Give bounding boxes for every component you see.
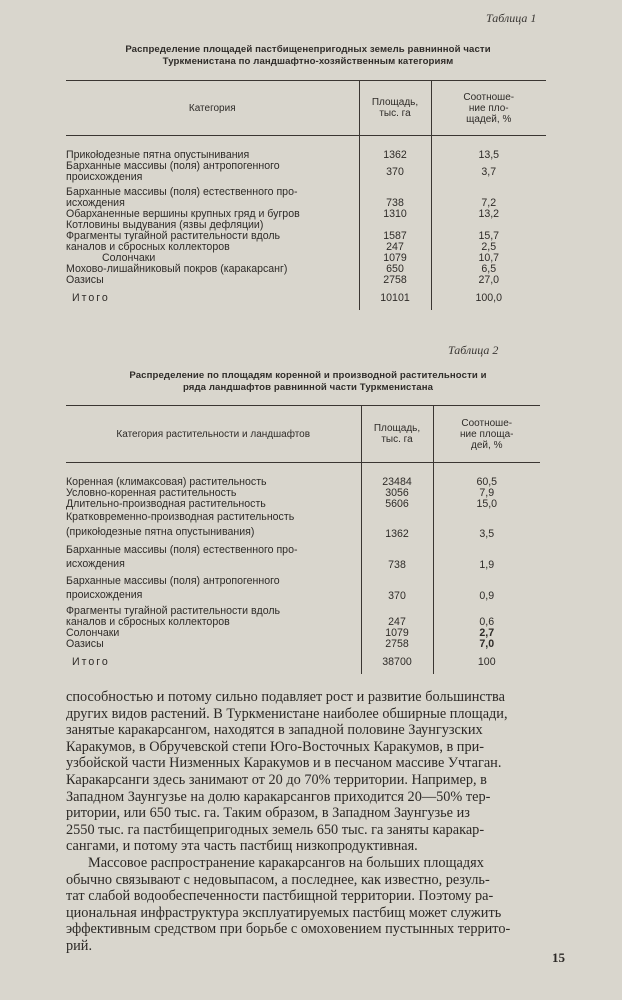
row-area: 370: [359, 161, 431, 183]
table-row: [66, 639, 540, 650]
table2: [66, 405, 540, 674]
table1-caption: [58, 44, 558, 68]
table2-caption-line1: Распределение по площадям коренной и производной растительности и: [129, 370, 487, 381]
table-row: [66, 183, 546, 209]
text-line: обычно связывают с недовыпасом, а последнее, как известно, резуль-: [66, 871, 490, 888]
row-ratio: 3,5: [433, 510, 540, 540]
table-row: [66, 499, 540, 510]
text-line: Массовое распространение каракарсангов на больших площадях: [88, 854, 484, 871]
text-line: других видов растений. В Туркменистане наиболее обширные площади,: [66, 705, 508, 722]
row-category-line1: Фрагменты тугайной растительности вдоль: [66, 605, 281, 617]
row-category: Фрагменты тугайной растительности вдоль: [66, 230, 281, 242]
table-row: [66, 275, 546, 286]
row-category: [66, 571, 361, 602]
row-area: 2758: [359, 275, 431, 286]
table1: [66, 80, 546, 310]
text-line: рий.: [66, 937, 93, 954]
table2-header-area: [361, 406, 433, 463]
row-ratio: 6,5: [431, 264, 546, 275]
table1-caption-line2: Туркменистана по ландшафтно-хозяйственным категориям: [162, 56, 454, 67]
table2-header-category: Категория растительности и ландшафтов: [66, 406, 361, 463]
row-category-line2: происхождения: [66, 171, 143, 183]
text-line: тат слабой водообеспеченности пастбищной территории. Поэтому ра-: [66, 888, 494, 905]
row-ratio: 2,5: [431, 242, 546, 253]
row-category: Коренная (климаксовая) растительность: [66, 476, 267, 488]
text-line: Каракарсанги здесь занимают от 20 до 70% территории. Например, в: [66, 771, 487, 788]
row-category: Условно-коренная растительность: [66, 487, 237, 499]
body-text: [66, 689, 564, 955]
table1-header-area-line1: Площадь,: [371, 97, 419, 108]
row-category: Оазисы: [66, 638, 104, 650]
table2-header-ratio-line2: ние площа-: [460, 428, 514, 440]
row-area: 738: [359, 183, 431, 209]
row-category: Длительно-производная растительность: [66, 498, 266, 510]
row-category-line2: каналов и сбросных коллекторов: [66, 616, 230, 628]
table1-header-ratio-line3: щадей, %: [466, 113, 512, 125]
row-category: Обарханенные вершины крупных гряд и бугров: [66, 208, 300, 220]
row-ratio: 7,2: [431, 183, 546, 209]
row-category: [66, 602, 361, 628]
table-row: [66, 571, 540, 602]
text-line: способностью и потому сильно подавляет рост и развитие большинства: [66, 689, 505, 705]
row-category: Котловины выдувания (язвы дефляции): [66, 219, 264, 231]
row-category: [66, 183, 359, 209]
row-category-line1: Барханные массивы (поля) естественного про-: [66, 186, 298, 198]
row-area: 1310: [359, 209, 431, 220]
table-row: [66, 540, 540, 571]
row-category: Итого: [72, 291, 110, 304]
row-area: 738: [361, 540, 433, 571]
table1-header-ratio-line2: ние пло-: [468, 102, 509, 114]
row-ratio: 0,6: [433, 602, 540, 628]
row-category: Прикołодезные пятна опустынивания: [66, 149, 250, 161]
row-category: Солончаки: [102, 252, 156, 264]
row-ratio: 13,5: [431, 150, 546, 161]
row-category-line2: происхождения: [66, 589, 143, 601]
table-row: [66, 264, 546, 275]
row-ratio: 100,0: [431, 286, 546, 310]
row-category: Мохово-лишайниковый покров (каракарсанг): [66, 263, 288, 275]
row-area: 1079: [361, 628, 433, 639]
table-row-total: [66, 650, 540, 674]
row-category: [66, 540, 361, 571]
row-category-line1: Кратковременно-производная растительность: [66, 511, 295, 523]
row-area: 10101: [359, 286, 431, 310]
row-area: 1587: [359, 231, 431, 242]
row-category-line2: исхождения: [66, 197, 125, 209]
page-number: 15: [552, 950, 565, 965]
row-ratio: 13,2: [431, 209, 546, 220]
text-line: циональная инфраструктура эксплуатируемых пастбищ может служить: [66, 904, 502, 921]
table1-header-area: [359, 81, 431, 136]
row-area: 3056: [361, 488, 433, 499]
row-area: 23484: [361, 477, 433, 488]
row-ratio: 7,9: [433, 488, 540, 499]
table-row: [66, 628, 540, 639]
row-category: [66, 510, 361, 540]
table1-header-ratio-line1: Соотноше-: [463, 91, 515, 103]
row-ratio: 100: [433, 650, 540, 674]
table2-header-area-line2: тыс. га: [381, 434, 413, 445]
row-ratio: 15,0: [433, 499, 540, 510]
row-category-line2: (прикołодезные пятна опустынивания): [66, 526, 255, 538]
row-ratio: 10,7: [431, 253, 546, 264]
row-area: 370: [361, 571, 433, 602]
table1-label: Таблица 1: [486, 11, 537, 25]
row-area: 2758: [361, 639, 433, 650]
text-line: Каракумов, в Обручевской степи Юго-Восточных Каракумов, в при-: [66, 738, 485, 755]
table1-caption-line1: Распределение площадей пастбищенепригодных земель равнинной части: [125, 44, 491, 55]
table2-caption: [58, 370, 558, 394]
row-area: 38700: [361, 650, 433, 674]
row-category: Итого: [72, 655, 110, 668]
row-category: каналов и сбросных коллекторов: [66, 241, 230, 253]
table2-header-ratio-line1: Соотноше-: [461, 417, 513, 429]
text-line: сангами, и потому эта часть пастбищ низкопродуктивная.: [66, 838, 418, 855]
row-category-line1: Барханные массивы (поля) естественного про-: [66, 544, 298, 556]
row-ratio: 0,9: [433, 571, 540, 602]
row-category-line1: Барханные массивы (поля) антропогенного: [66, 575, 280, 587]
row-area: 247: [359, 242, 431, 253]
row-area: 650: [359, 264, 431, 275]
text-line: ритории, или 650 тыс. га. Таким образом, в Западном Заунгузье из: [66, 805, 470, 822]
row-ratio: 1,9: [433, 540, 540, 571]
table2-header-ratio: [433, 406, 540, 463]
row-area: 1362: [359, 150, 431, 161]
row-ratio: 3,7: [431, 161, 546, 183]
text-line: Западном Заунгузье на долю каракарсангов приходится 20—50% тер-: [66, 788, 491, 805]
row-category-line2: исхождения: [66, 558, 125, 570]
row-category: Оазисы: [66, 274, 104, 286]
table2-header-ratio-line3: дей, %: [471, 439, 503, 451]
text-line: эффективным средством при борьбе с омохoвением пустынных террито-: [66, 921, 511, 938]
table2-label: Таблица 2: [448, 343, 499, 357]
table2-header-area-line1: Площадь,: [373, 423, 421, 434]
row-ratio: 60,5: [433, 477, 540, 488]
row-ratio: 2,7: [433, 628, 540, 639]
row-category: [66, 161, 359, 183]
row-ratio: 27,0: [431, 275, 546, 286]
table-row: [66, 161, 546, 183]
table-row-total: [66, 286, 546, 310]
table2-caption-line2: ряда ландшафтов равнинной части Туркменистана: [182, 382, 434, 393]
table1-header-area-line2: тыс. га: [379, 108, 411, 119]
row-area: 247: [361, 602, 433, 628]
table1-header-category: Категория: [66, 81, 359, 136]
text-line: узбойской части Низменных Каракумов и в песчаном массиве Учтаган.: [66, 755, 502, 772]
row-category-line1: Барханные массивы (поля) антропогенного: [66, 160, 280, 172]
row-area: 1362: [361, 510, 433, 540]
text-line: занятые каракарсангом, находятся в западной половине Заунгузских: [66, 722, 483, 739]
row-area: 1079: [359, 253, 431, 264]
row-area: 5606: [361, 499, 433, 510]
text-line: 2550 тыс. га пастбищепригодных земель 650 тыс. га заняты каракар-: [66, 821, 485, 838]
table-row: [66, 510, 540, 540]
table-row: [66, 602, 540, 628]
row-ratio: 7,0: [433, 639, 540, 650]
table1-header-ratio: [431, 81, 546, 136]
row-category: Солончаки: [66, 627, 120, 639]
row-ratio: 15,7: [431, 231, 546, 242]
